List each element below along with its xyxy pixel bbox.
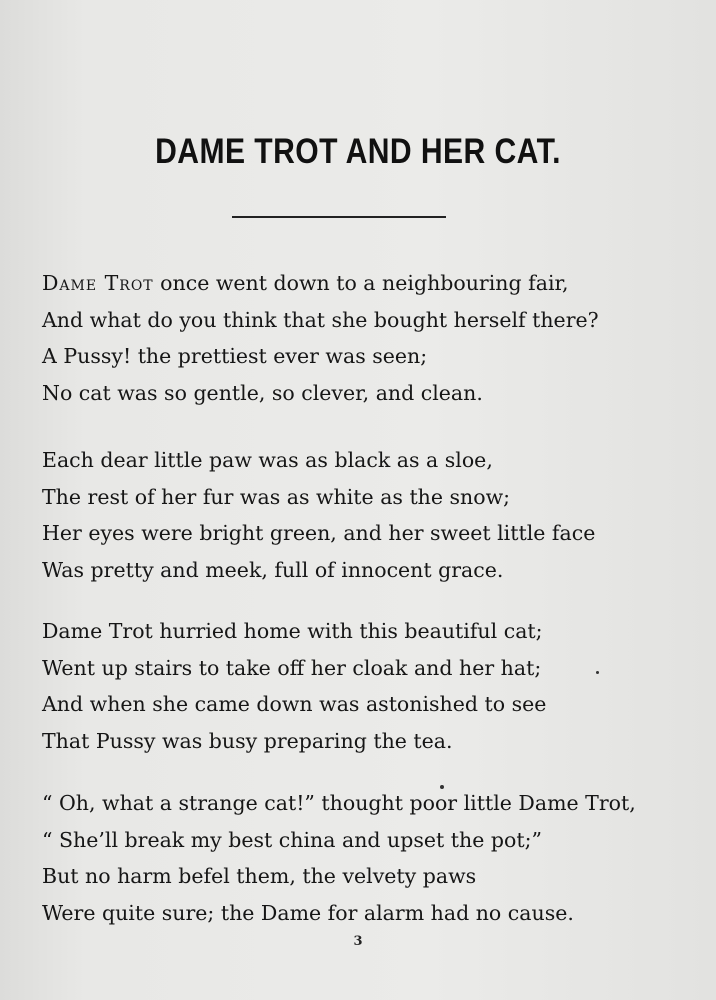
verse-line: That Pussy was busy preparing the tea. — [42, 728, 453, 753]
page-number: 3 — [353, 934, 363, 949]
verse-line: Each dear little paw was as black as a sloe, — [42, 448, 493, 472]
verse-line: Her eyes were bright green, and her sweet little face — [42, 521, 596, 545]
verse-line — [42, 265, 702, 302]
title-rule — [232, 216, 446, 218]
verse-line: Went up stairs to take off her cloak and her hat; — [42, 655, 542, 680]
verse-line: Was pretty and meek, full of innocent grace. — [42, 557, 504, 582]
verse-line: And what do you think that she bought herself there? — [42, 307, 599, 332]
verse-line: But no harm befel them, the velvety paws — [42, 864, 477, 888]
verse-text: once went down to a neighbouring fair, — [153, 271, 569, 295]
verse-line: Were quite sure; the Dame for alarm had no cause. — [42, 900, 574, 925]
verse-line: A Pussy! the prettiest ever was seen; — [42, 344, 428, 368]
verse-line: The rest of her fur was as white as the snow; — [42, 484, 511, 509]
stanza — [42, 785, 702, 931]
ink-speck — [440, 785, 444, 789]
ink-speck — [596, 671, 599, 674]
verse-line: No cat was so gentle, so clever, and clean. — [42, 380, 483, 405]
verse-line: “ Oh, what a strange cat!” thought poor little Dame Trot, — [42, 791, 636, 815]
verse-line: Dame Trot hurried home with this beautiful cat; — [42, 619, 543, 643]
verse-line: And when she came down was astonished to see — [42, 692, 547, 716]
poem-title: DAME TROT AND HER CAT. — [155, 132, 561, 171]
stanza — [42, 442, 702, 588]
stanza — [42, 613, 702, 759]
verse-smallcaps: Dame Trot — [42, 271, 154, 295]
stanza — [42, 265, 702, 411]
verse-line: “ She’ll break my best china and upset the pot;” — [42, 827, 542, 852]
